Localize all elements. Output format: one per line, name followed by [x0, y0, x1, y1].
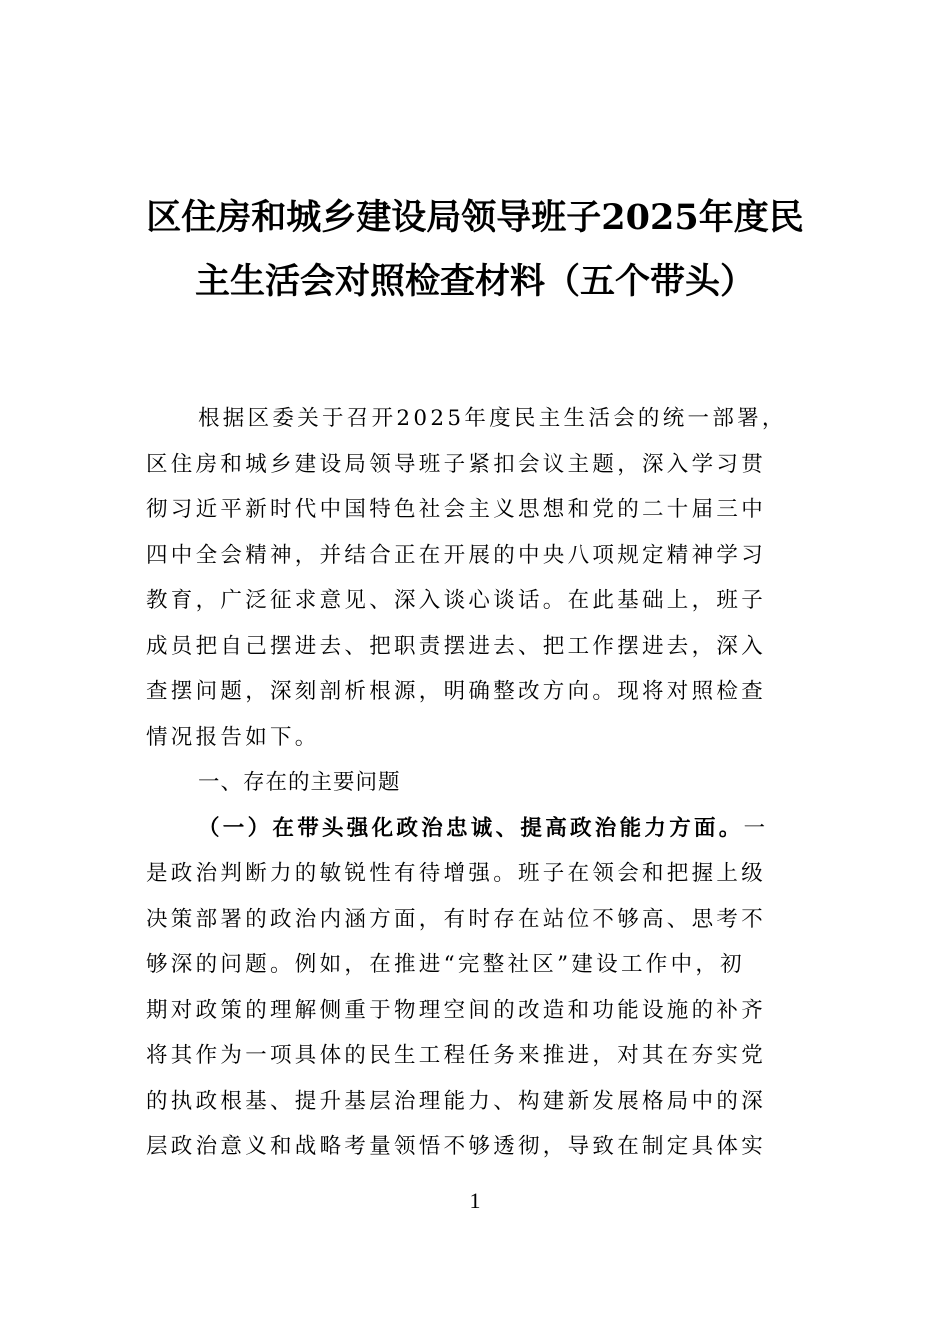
- paragraph-line: 层政治意义和战略考量领悟不够透彻，导致在制定具体实: [146, 1134, 767, 1159]
- paragraph-line: 四中全会精神，并结合正在开展的中央八项规定精神学习: [146, 542, 767, 568]
- title-line-2: 主生活会对照检查材料（五个带头）: [194, 261, 755, 302]
- paragraph-line: 教育，广泛征求意见、深入谈心谈话。在此基础上，班子: [146, 588, 767, 613]
- paragraph-line: 决策部署的政治内涵方面，有时存在站位不够高、思考不: [146, 906, 767, 932]
- paragraph-line: 区住房和城乡建设局领导班子紧扣会议主题，深入学习贯: [146, 451, 767, 477]
- subsection-lead: 一: [743, 815, 769, 841]
- title-line-1: 区住房和城乡建设局领导班子2025年度民: [146, 197, 804, 238]
- page-number: 1: [469, 1188, 481, 1213]
- paragraph-line: 成员把自己摆进去、把职责摆进去、把工作摆进去，深入: [146, 633, 767, 659]
- section-heading: 一、存在的主要问题: [198, 770, 401, 795]
- paragraph-line: 是政治判断力的敏锐性有待增强。班子在领会和把握上级: [146, 861, 767, 886]
- document-title: [140, 186, 810, 314]
- paragraph-line: 期对政策的理解侧重于物理空间的改造和功能设施的补齐: [146, 997, 767, 1023]
- paragraph-line: 情况报告如下。: [146, 724, 320, 750]
- subsection-line: [146, 806, 806, 852]
- paragraph-line: 查摆问题，深刻剖析根源，明确整改方向。现将对照检查: [146, 679, 767, 704]
- document-body: [146, 396, 806, 1170]
- paragraph-line: 的执政根基、提升基层治理能力、构建新发展格局中的深: [146, 1088, 767, 1114]
- paragraph-line: 彻习近平新时代中国特色社会主义思想和党的二十届三中: [146, 497, 767, 522]
- paragraph-line: 将其作为一项具体的民生工程任务来推进，对其在夯实党: [146, 1043, 767, 1068]
- subsection-heading: （一）在带头强化政治忠诚、提高政治能力方面。: [198, 815, 744, 841]
- paragraph-line: 够深的问题。例如，在推进“完整社区”建设工作中，初: [146, 952, 745, 977]
- paragraph-line: 根据区委关于召开2025年度民主生活会的统一部署，: [198, 406, 787, 431]
